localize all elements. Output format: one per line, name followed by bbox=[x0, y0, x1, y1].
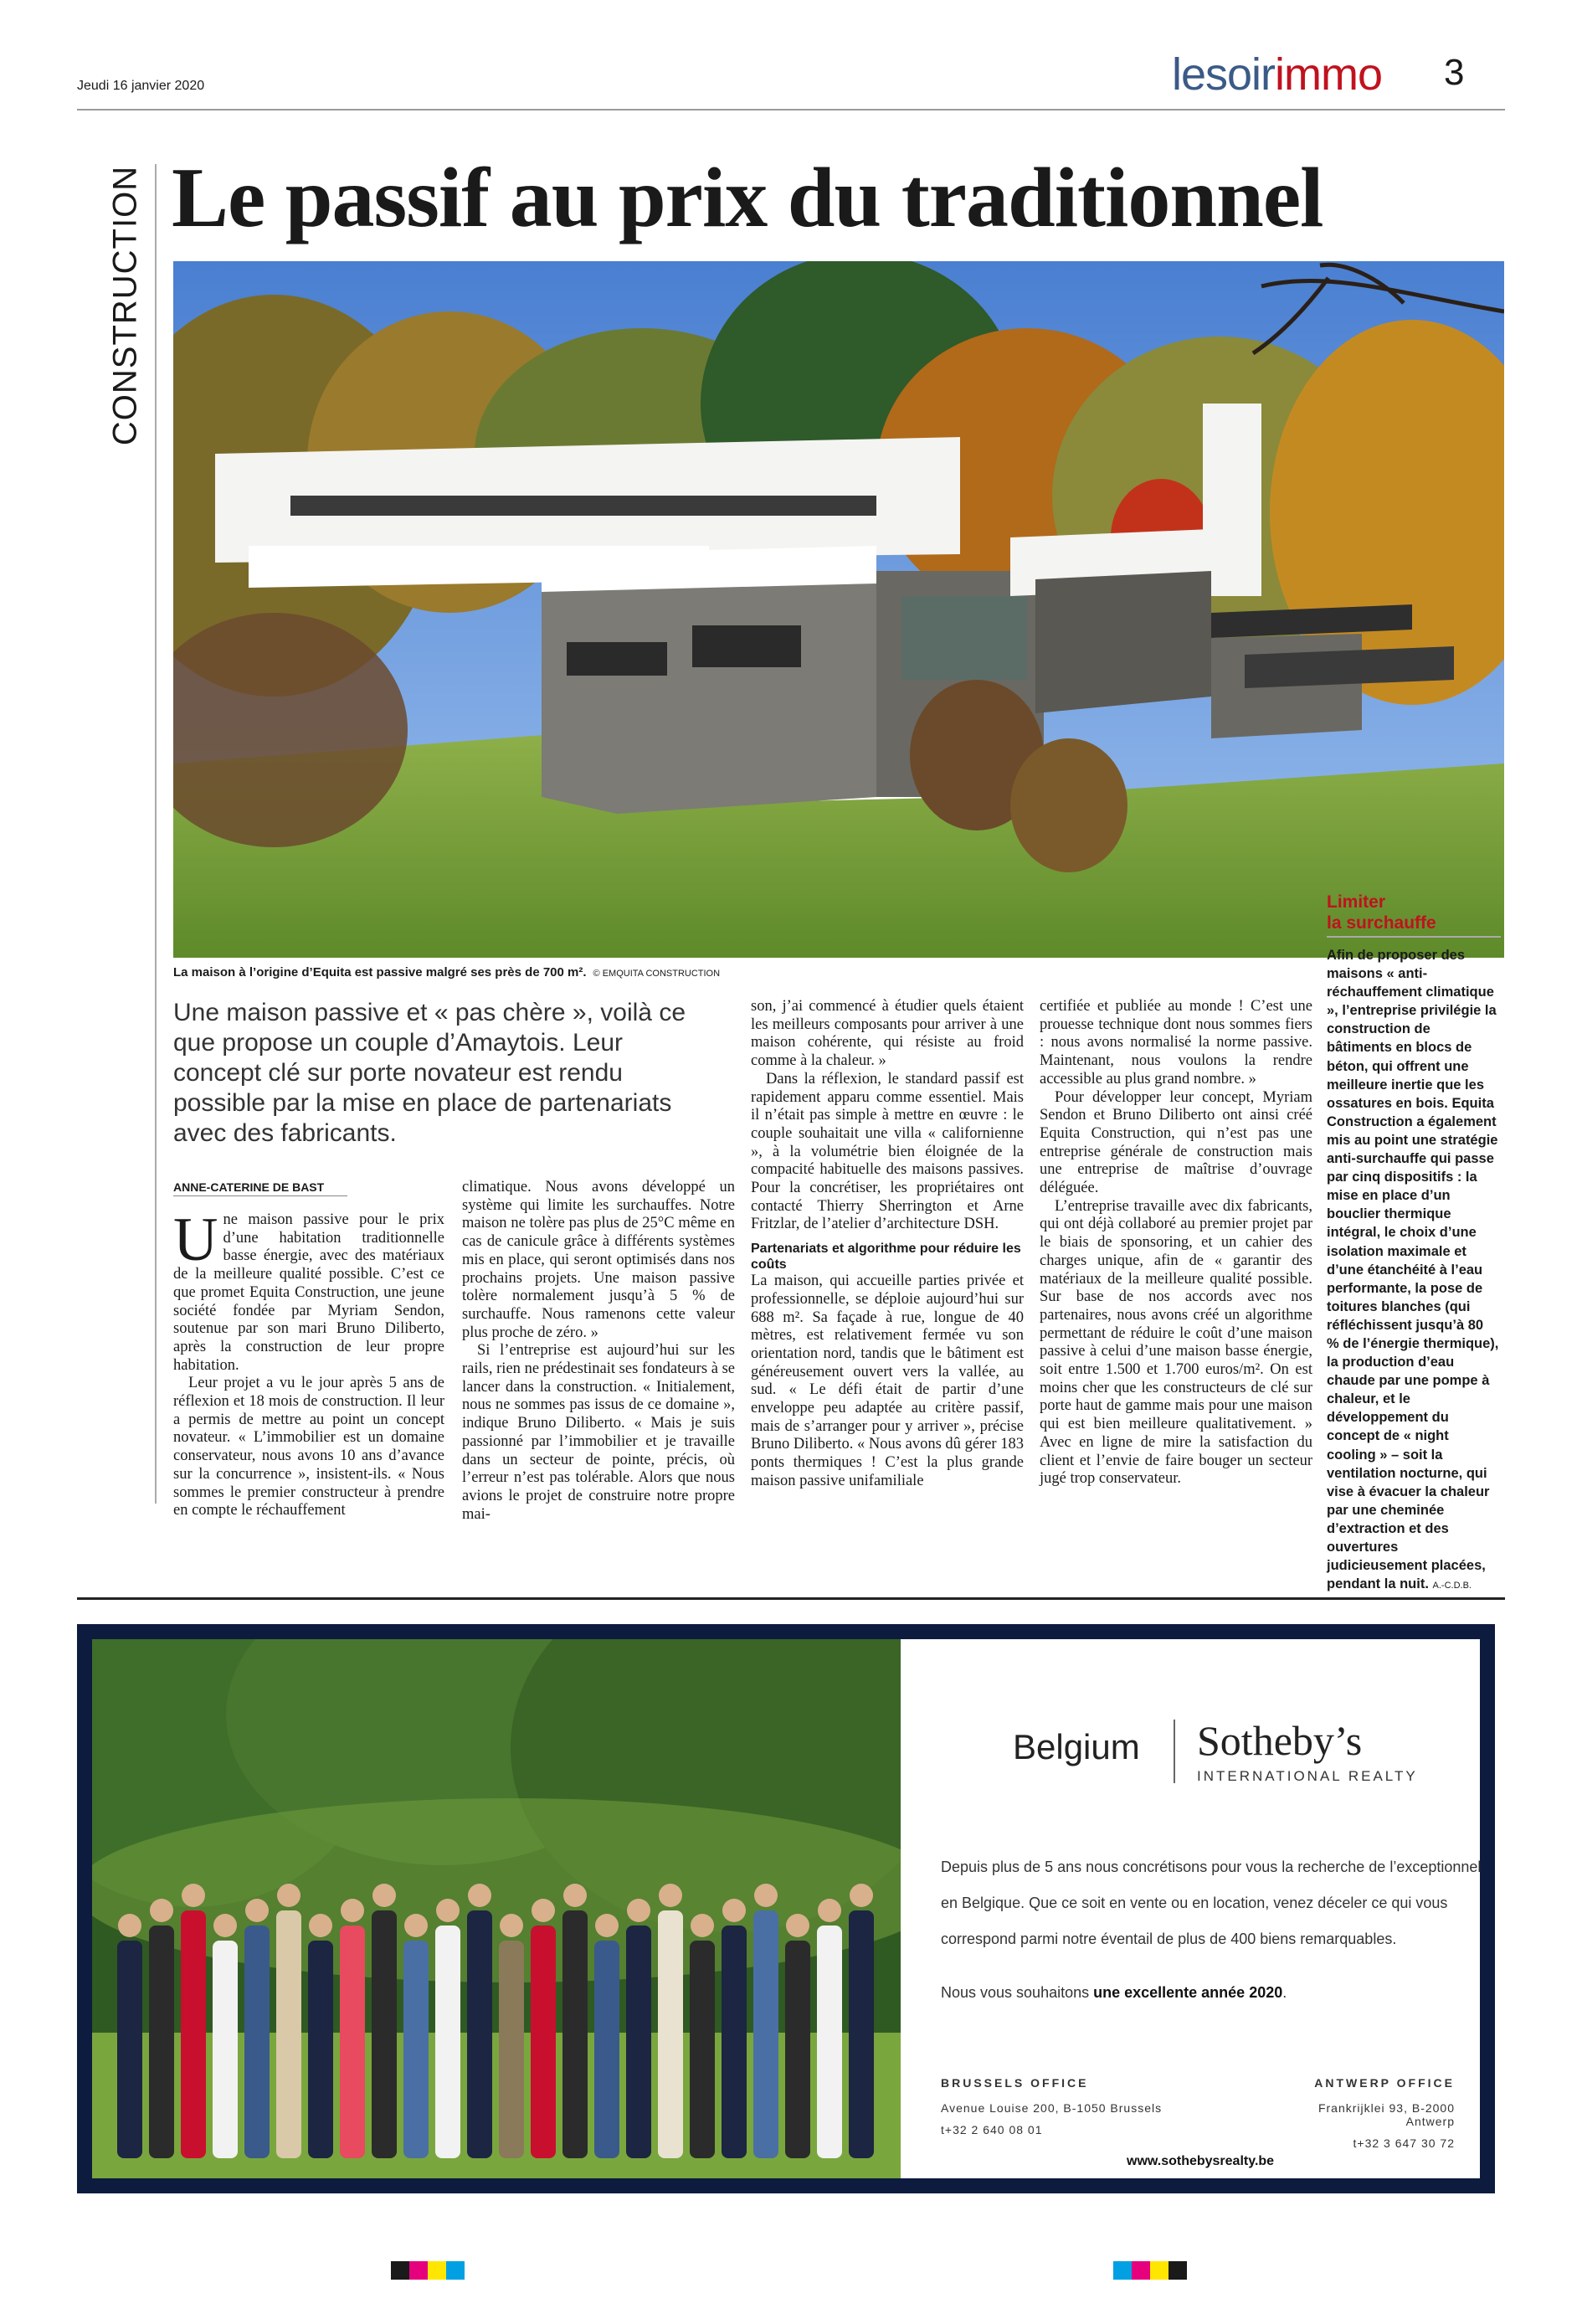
section-label-text: CONSTRUCTION bbox=[106, 165, 144, 446]
paragraph-text: ne maison passive pour le prix d’une habitation traditionnelle basse énergie, avec des matériaux de la meilleure qualité possible. C’est ce que promet Equita Construction, une jeune société fondée par Myriam Sendon, soutenue par son mari Bruno Diliberto, après la construction de leur propre habitation. bbox=[173, 1211, 444, 1374]
ad-greeting-a: Nous vous souhaitons bbox=[941, 1984, 1094, 2001]
person-body bbox=[849, 1910, 874, 2158]
photo-credit: © EMQUITA CONSTRUCTION bbox=[593, 969, 721, 979]
brussels-office bbox=[941, 2076, 1162, 2136]
sidebar-body bbox=[1327, 946, 1499, 1595]
person-body bbox=[372, 1910, 397, 2158]
person-head bbox=[245, 1899, 269, 1922]
antwerp-office-address: Frankrijklei 93, B-2000 Antwerp bbox=[1317, 2101, 1455, 2128]
sothebys-subbrand: INTERNATIONAL REALTY bbox=[1197, 1768, 1418, 1784]
sidebar-signature: A.-C.D.B. bbox=[1432, 1581, 1472, 1591]
paragraph: Dans la réflexion, le standard passif est rapidement apparu comme essentiel. Mais il n’était pas simple à mettre en œuvre : le couple souhaitait une villa « californienne », à la volumétrie bien éloignée de la compacité habituelle des maisons passives. Pour la concrétiser, les propriétaires ont contacté Thierry Sherrington et Arne Fritzlar, de l’atelier d’architecture DSH. bbox=[751, 1070, 1024, 1233]
person-body bbox=[435, 1926, 460, 2158]
person-body bbox=[276, 1910, 301, 2158]
print-swatch-black bbox=[391, 2261, 409, 2280]
paragraph: Leur projet a vu le jour après 5 ans de réflexion et 18 mois de construction. Il leur a permis de mettre au point un concept novateur. « L’immobilier est un domaine conservateur, nous avons 10 ans d’avance sur la concurrence », insistent-ils. « Nous sommes le premier constructeur à prendre en compte le réchauffement bbox=[173, 1375, 444, 1519]
person-body bbox=[658, 1910, 683, 2158]
person-head bbox=[213, 1914, 237, 1937]
person-head bbox=[277, 1884, 300, 1907]
person-body bbox=[181, 1910, 206, 2158]
issue-date: Jeudi 16 janvier 2020 bbox=[77, 79, 205, 93]
person-head bbox=[182, 1884, 205, 1907]
article-headline: Le passif au prix du traditionnel bbox=[172, 151, 1323, 245]
brussels-office-phone[interactable]: t+32 2 640 08 01 bbox=[941, 2123, 1043, 2136]
sidebar-title bbox=[1327, 892, 1436, 933]
person-head bbox=[150, 1899, 173, 1922]
person-head bbox=[850, 1884, 873, 1907]
person-head bbox=[118, 1914, 141, 1937]
person-head bbox=[627, 1899, 650, 1922]
person-body bbox=[817, 1926, 842, 2158]
paragraph: La maison, qui accueille parties privée et professionnelle, se déploie aujourd’hui sur 688 m². Sa façade à rue, longue de 40 mètres, est relativement fermée vu son orientation nord, tandis que le bâtiment est généreusement ouvert vers la vallée, au sud. « Le défi était de partir d’une enveloppe peu adaptée au critère passif, mais de s’arranger pour y arriver », précise Bruno Diliberto. « Nous avons dû gérer 183 ponts thermiques ! C’est la plus grande maison passive unifamiliale bbox=[751, 1273, 1024, 1489]
logo-part-immo: immo bbox=[1275, 49, 1383, 100]
house-photo bbox=[173, 261, 1504, 958]
person-head bbox=[468, 1884, 491, 1907]
page-number: 3 bbox=[1444, 52, 1465, 93]
section-label bbox=[100, 167, 151, 444]
paragraph: Si l’entreprise est aujourd’hui sur les rails, rien ne prédestinait ses fondateurs à se lancer dans la construction. « Initialement, nous ne sommes pas issus de ce domaine », indique Bruno Diliberto. « Mais je suis passionné par l’immobilier et je travaille dans un secteur de pointe, précis, où l’erreur n’est pas tolérable. Alors que nous avions le projet de construire notre propre mai- bbox=[462, 1342, 735, 1523]
paragraph: son, j’ai commencé à étudier quels étaient les meilleurs composants pour arriver à une maison cohérente, qui résiste au froid comme à la chaleur. » bbox=[751, 998, 1024, 1070]
ad-country: Belgium bbox=[1013, 1727, 1140, 1766]
person-body bbox=[594, 1941, 619, 2158]
article-column-1 bbox=[173, 1206, 444, 1520]
person-head bbox=[500, 1914, 523, 1937]
print-swatch-cyan bbox=[446, 2261, 465, 2280]
print-swatch-yellow bbox=[1150, 2261, 1169, 2280]
person-body bbox=[308, 1941, 333, 2158]
sothebys-logo: Sotheby’s bbox=[1197, 1717, 1363, 1764]
person-head bbox=[309, 1914, 332, 1937]
person-body bbox=[626, 1926, 651, 2158]
sidebar-title-line2: la surchauffe bbox=[1327, 913, 1436, 933]
person-head bbox=[372, 1884, 396, 1907]
person-body bbox=[499, 1941, 524, 2158]
print-swatch-black bbox=[1169, 2261, 1187, 2280]
ad-divider bbox=[77, 1597, 1505, 1600]
person-head bbox=[786, 1914, 809, 1937]
print-swatch-yellow bbox=[428, 2261, 446, 2280]
logo-part-lesoir: lesoir bbox=[1172, 49, 1276, 100]
paragraph: climatique. Nous avons développé un système qui limite les surchauffes. Notre maison ne tolère pas plus de 25°C même en cas de canicule grâce à différents systèmes mis en place, qui seront optimisés dans nos prochains projets. Une maison passive tolère normalement jusqu’à 5 % de surchauffe. Nous ramenons cette valeur plus proche de zéro. » bbox=[462, 1179, 735, 1341]
person-head bbox=[563, 1884, 587, 1907]
brussels-office-title: BRUSSELS OFFICE bbox=[941, 2076, 1089, 2090]
person-body bbox=[562, 1910, 588, 2158]
person-body bbox=[117, 1941, 142, 2158]
paragraph: certifiée et publiée au monde ! C’est une prouesse technique dont nous sommes fiers : nous avons normalisé la norme passive. Maintenant, nous voulons la rendre accessible au plus grand nombre. » bbox=[1040, 998, 1312, 1087]
person-body bbox=[149, 1926, 174, 2158]
ad-text-line: en Belgique. Que ce soit en vente ou en location, venez déceler ce qui vous bbox=[941, 1895, 1448, 1911]
person-head bbox=[595, 1914, 619, 1937]
photo-caption-text: La maison à l’origine d’Equita est passive malgré ses près de 700 m². bbox=[173, 965, 587, 979]
person-head bbox=[818, 1899, 841, 1922]
house-illustration bbox=[173, 261, 1504, 958]
ad-greeting bbox=[941, 1984, 1287, 2002]
article-column-2 bbox=[462, 1179, 735, 1524]
paragraph bbox=[173, 1206, 444, 1375]
drop-cap: U bbox=[173, 1206, 218, 1274]
ad-text-line: correspond parmi notre éventail de plus de 400 biens remarquables. bbox=[941, 1931, 1397, 1947]
sidebar-title-line1: Limiter bbox=[1327, 892, 1386, 912]
brussels-office-address: Avenue Louise 200, B-1050 Brussels bbox=[941, 2101, 1163, 2115]
ad-text-line: Depuis plus de 5 ans nous concrétisons pour vous la recherche de l’exceptionnel bbox=[941, 1859, 1482, 1875]
person-head bbox=[404, 1914, 428, 1937]
subheading: Partenariats et algorithme pour réduire les coûts bbox=[751, 1242, 1021, 1273]
person-head bbox=[659, 1884, 682, 1907]
person-body bbox=[244, 1926, 270, 2158]
person-body bbox=[690, 1941, 715, 2158]
sidebar-text: Afin de proposer des maisons « anti-réchauffement climatique », l’entreprise privilégie la construction de bâtiments en blocs de béton, qui offrent une meilleure inertie que les ossatures en bois. Equita Construction a également mis au point une stratégie anti-surchauffe qui passe par cinq dispositifs : la mise en place d’un bouclier thermique intégral, le choix d’une isolation maximale et d’une étanchéité à l’eau performante, la pose de toitures blanches (qui réfléchissent jusqu’à 80 % de l’énergie thermique), la production d’eau chaude par une pompe à chaleur, et le développement du concept de « night cooling » – soit la ventilation nocturne, qui vise à évacuer la chaleur par une cheminée d’extraction et des ouvertures judicieusement placées, pendant la nuit. bbox=[1327, 948, 1499, 1592]
person-head bbox=[754, 1884, 778, 1907]
publication-logo[interactable] bbox=[1172, 49, 1382, 100]
team-illustration bbox=[92, 1639, 901, 2178]
person-head bbox=[532, 1899, 555, 1922]
print-swatch-magenta bbox=[1132, 2261, 1150, 2280]
antwerp-office bbox=[1281, 2076, 1455, 2150]
person-head bbox=[722, 1899, 746, 1922]
person-body bbox=[467, 1910, 492, 2158]
person-body bbox=[531, 1926, 556, 2158]
antwerp-office-title: ANTWERP OFFICE bbox=[1314, 2076, 1455, 2090]
person-body bbox=[213, 1941, 238, 2158]
ad-greeting-c: . bbox=[1282, 1984, 1287, 2001]
header-divider bbox=[77, 109, 1505, 111]
antwerp-office-phone[interactable]: t+32 3 647 30 72 bbox=[1353, 2136, 1455, 2150]
print-swatch-cyan bbox=[1113, 2261, 1132, 2280]
person-head bbox=[341, 1899, 364, 1922]
ad-greeting-b: une excellente année 2020 bbox=[1093, 1984, 1283, 2001]
ad-logo-divider bbox=[1174, 1720, 1175, 1783]
article-column-4 bbox=[1040, 998, 1312, 1488]
person-body bbox=[785, 1941, 810, 2158]
article-author: ANNE-CATERINE DE BAST bbox=[173, 1180, 325, 1194]
section-divider bbox=[155, 164, 157, 1504]
team-photo bbox=[92, 1639, 901, 2178]
author-divider bbox=[173, 1195, 347, 1196]
photo-caption bbox=[173, 965, 720, 979]
article-column-3 bbox=[751, 998, 1024, 1491]
ad-website-link[interactable]: www.sothebysrealty.be bbox=[1127, 2154, 1275, 2168]
paragraph: L’entreprise travaille avec dix fabricants, qui ont déjà collaboré au premier projet par le biais de sponsoring, et un cahier des charges unique, afin de « garantir des matériaux de la meilleure qualité possible. Sur base de nos accords avec nos partenaires, nous avons créé un algorithme permettant de réduire le coût d’une maison passive à celui d’une maison basse énergie, soit entre 1.500 et 1.700 euros/m². On est moins cher que les constructeurs de clé sur porte haut de gamme mais pour une maison qui est bien meilleure qualitativement. » Avec en ligne de mire la satisfaction du client et l’envie de faire bouger un secteur jugé trop conservateur. bbox=[1040, 1197, 1312, 1488]
person-body bbox=[403, 1941, 429, 2158]
paragraph: Pour développer leur concept, Myriam Sendon et Bruno Diliberto ont ainsi créé Equita Construction, qui n’est pas une entreprise générale de construction mais une entreprise de maîtrise d’ouvrage déléguée. bbox=[1040, 1088, 1312, 1197]
person-head bbox=[691, 1914, 714, 1937]
person-body bbox=[340, 1926, 365, 2158]
print-swatch-magenta bbox=[409, 2261, 428, 2280]
article-lead: Une maison passive et « pas chère », voilà ce que propose un couple d’Amaytois. Leur concept clé sur porte novateur est rendu possible par la mise en place de partenariats avec des fabricants. bbox=[173, 999, 686, 1147]
person-body bbox=[722, 1926, 747, 2158]
person-head bbox=[436, 1899, 460, 1922]
person-body bbox=[753, 1910, 778, 2158]
sidebar-divider bbox=[1327, 936, 1501, 938]
